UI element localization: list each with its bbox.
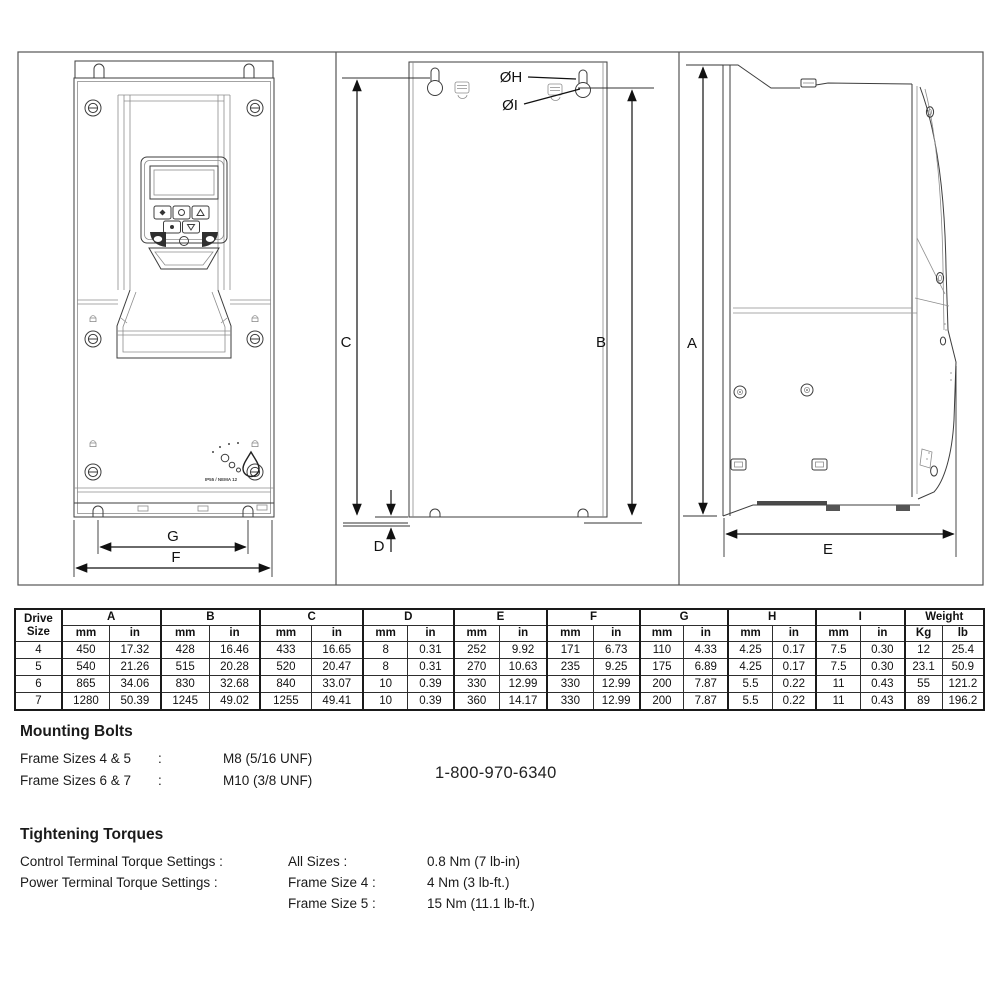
table-cell: 89	[905, 693, 943, 711]
table-cell: 0.39	[408, 676, 454, 693]
group-header: G	[640, 609, 729, 626]
table-cell: 8	[363, 642, 408, 659]
dimensions-table	[14, 608, 985, 711]
table-cell: 840	[260, 676, 311, 693]
table-cell: 11	[816, 693, 861, 711]
unit-header: mm	[640, 626, 684, 642]
table-cell: 4.25	[728, 659, 772, 676]
back-plate	[409, 62, 607, 517]
power-terminal-scope-2: Frame Size 5 :	[288, 896, 376, 911]
dimension-b	[578, 88, 654, 523]
table-cell: 433	[260, 642, 311, 659]
table-cell: 252	[454, 642, 500, 659]
unit-header: in	[110, 626, 161, 642]
table-cell: 7.5	[816, 659, 861, 676]
table-cell: 1245	[161, 693, 210, 711]
keypad-buttons	[154, 206, 209, 233]
unit-header: in	[772, 626, 816, 642]
table-cell: 10	[363, 676, 408, 693]
table-row	[15, 659, 984, 676]
unit-header: mm	[161, 626, 210, 642]
group-header: E	[454, 609, 548, 626]
keypad	[141, 157, 227, 247]
dimensions-table-wrap	[14, 608, 985, 711]
table-cell: 450	[62, 642, 110, 659]
table-cell: 110	[640, 642, 684, 659]
table-cell: 20.28	[209, 659, 260, 676]
table-cell: 55	[905, 676, 943, 693]
table-cell: 49.02	[209, 693, 260, 711]
ip-rating-badge	[205, 442, 259, 482]
table-cell: 10.63	[499, 659, 547, 676]
colon: :	[158, 751, 162, 766]
table-cell: 6	[15, 676, 62, 693]
table-cell: 12.99	[593, 693, 640, 711]
table-cell: 11	[816, 676, 861, 693]
table-cell: 23.1	[905, 659, 943, 676]
group-header: C	[260, 609, 363, 626]
table-cell: 49.41	[311, 693, 363, 711]
front-view	[74, 61, 274, 577]
power-terminal-value-2: 15 Nm (11.1 lb-ft.)	[427, 896, 535, 911]
table-cell: 7.5	[816, 642, 861, 659]
group-header: B	[161, 609, 261, 626]
table-cell: 520	[260, 659, 311, 676]
table-cell: 515	[161, 659, 210, 676]
table-cell: 200	[640, 676, 684, 693]
table-cell: 0.30	[861, 642, 905, 659]
unit-header: in	[209, 626, 260, 642]
table-cell: 0.43	[861, 676, 905, 693]
frame-sizes-6-7-label: Frame Sizes 6 & 7	[20, 773, 132, 788]
side-view	[683, 65, 956, 558]
table-cell: 20.47	[311, 659, 363, 676]
mounting-flange	[75, 61, 273, 78]
corner-header-drive-size: Drive Size	[15, 609, 62, 642]
dimension-e	[724, 366, 956, 558]
frame-sizes-6-7-value: M10 (3/8 UNF)	[223, 773, 313, 788]
group-header: H	[728, 609, 816, 626]
control-terminal-value: 0.8 Nm (7 lb-in)	[427, 854, 521, 869]
group-header: F	[547, 609, 640, 626]
frame-sizes-4-5-label: Frame Sizes 4 & 5	[20, 751, 132, 766]
mounting-plate-view	[341, 62, 654, 555]
unit-header: mm	[547, 626, 593, 642]
table-cell: 540	[62, 659, 110, 676]
table-cell: 12.99	[593, 676, 640, 693]
unit-header: lb	[942, 626, 984, 642]
unit-header: mm	[816, 626, 861, 642]
unit-header: mm	[454, 626, 500, 642]
dim-label-dia-h: ØH	[499, 69, 523, 86]
dim-label-c: C	[340, 334, 352, 351]
table-cell: 0.22	[772, 676, 816, 693]
table-cell: 12	[905, 642, 943, 659]
table-cell: 14.17	[499, 693, 547, 711]
table-cell: 0.31	[408, 642, 454, 659]
table-cell: 0.31	[408, 659, 454, 676]
dimension-dia-h	[500, 69, 576, 86]
enclosure-body	[74, 78, 274, 517]
ok-circle-icon	[179, 210, 185, 216]
table-cell: 330	[454, 676, 500, 693]
unit-header: mm	[363, 626, 408, 642]
table-cell: 4.25	[728, 642, 772, 659]
table-cell: 175	[640, 659, 684, 676]
dim-label-g: G	[167, 528, 179, 545]
table-cell: 1280	[62, 693, 110, 711]
cover-collar	[77, 290, 271, 358]
table-cell: 6.73	[593, 642, 640, 659]
unit-header: mm	[728, 626, 772, 642]
table-cell: 0.17	[772, 642, 816, 659]
table-cell: 21.26	[110, 659, 161, 676]
table-cell: 171	[547, 642, 593, 659]
table-cell: 0.17	[772, 659, 816, 676]
side-panel-fasteners	[731, 384, 827, 470]
down-arrow-icon	[188, 225, 195, 231]
table-cell: 9.25	[593, 659, 640, 676]
table-cell: 16.65	[311, 642, 363, 659]
table-cell: 9.92	[499, 642, 547, 659]
table-cell: 360	[454, 693, 500, 711]
table-cell: 200	[640, 693, 684, 711]
table-cell: 5.5	[728, 676, 772, 693]
dim-label-dia-i: ØI	[502, 97, 518, 114]
table-row	[15, 642, 984, 659]
table-cell: 50.39	[110, 693, 161, 711]
phone-number: 1-800-970-6340	[435, 764, 557, 782]
table-cell: 330	[547, 676, 593, 693]
foot	[826, 505, 840, 511]
unit-header: in	[311, 626, 363, 642]
table-row	[15, 693, 984, 711]
foot	[896, 505, 910, 511]
group-header: Weight	[905, 609, 985, 626]
table-cell: 7.87	[684, 693, 729, 711]
dimension-dia-i	[502, 89, 580, 114]
keypad-display	[150, 166, 218, 199]
dimension-d	[343, 490, 410, 555]
ip-rating-label: IP55 / NEMA 12	[204, 477, 238, 482]
table-cell: 8	[363, 659, 408, 676]
group-header: D	[363, 609, 454, 626]
group-header: A	[62, 609, 161, 626]
front-cover-profile	[915, 87, 956, 499]
dim-label-f: F	[171, 549, 181, 566]
table-cell: 0.39	[408, 693, 454, 711]
control-terminal-scope: All Sizes :	[288, 854, 348, 869]
table-cell: 7	[15, 693, 62, 711]
table-cell: 830	[161, 676, 210, 693]
table-cell: 5.5	[728, 693, 772, 711]
colon: :	[158, 773, 162, 788]
table-cell: 32.68	[209, 676, 260, 693]
table-cell: 33.07	[311, 676, 363, 693]
table-cell: 12.99	[499, 676, 547, 693]
table-cell: 4.33	[684, 642, 729, 659]
table-cell: 865	[62, 676, 110, 693]
table-cell: 4	[15, 642, 62, 659]
table-cell: 7.87	[684, 676, 729, 693]
table-cell: 196.2	[942, 693, 984, 711]
table-cell: 6.89	[684, 659, 729, 676]
table-cell: 121.2	[942, 676, 984, 693]
unit-header: in	[861, 626, 905, 642]
power-terminal-scope-1: Frame Size 4 :	[288, 875, 376, 890]
dim-label-b: B	[595, 334, 607, 351]
dimension-a	[683, 65, 731, 516]
nav-diamond-icon	[160, 210, 166, 216]
cover-rails	[118, 95, 230, 290]
power-terminal-label: Power Terminal Torque Settings :	[20, 875, 218, 890]
table-cell: 17.32	[110, 642, 161, 659]
group-header: I	[816, 609, 905, 626]
unit-header: in	[593, 626, 640, 642]
table-cell: 235	[547, 659, 593, 676]
table-cell: 428	[161, 642, 210, 659]
table-cell: 5	[15, 659, 62, 676]
unit-header: in	[684, 626, 729, 642]
table-cell: 25.4	[942, 642, 984, 659]
dim-label-a: A	[686, 335, 698, 352]
dim-label-d: D	[373, 538, 385, 555]
tightening-torques-heading: Tightening Torques	[20, 826, 164, 843]
mounting-bolts-heading: Mounting Bolts	[20, 723, 133, 740]
unit-header: mm	[62, 626, 110, 642]
up-arrow-icon	[197, 210, 204, 216]
table-cell: 50.9	[942, 659, 984, 676]
table-cell: 10	[363, 693, 408, 711]
table-cell: 330	[547, 693, 593, 711]
dimension-c	[341, 78, 430, 523]
table-cell: 0.22	[772, 693, 816, 711]
unit-header: Kg	[905, 626, 943, 642]
power-terminal-value-1: 4 Nm (3 lb-ft.)	[427, 875, 510, 890]
bottom-notches	[430, 509, 588, 517]
gland-plate	[93, 505, 267, 517]
table-row	[15, 676, 984, 693]
table-cell: 0.30	[861, 659, 905, 676]
back-plate-edge	[723, 65, 730, 516]
table-cell: 270	[454, 659, 500, 676]
table-cell: 0.43	[861, 693, 905, 711]
bottom-vent	[757, 501, 827, 505]
unit-header: in	[499, 626, 547, 642]
unit-header: mm	[260, 626, 311, 642]
frame-sizes-4-5-value: M8 (5/16 UNF)	[223, 751, 313, 766]
table-cell: 16.46	[209, 642, 260, 659]
table-cell: 1255	[260, 693, 311, 711]
stop-dot-icon	[170, 225, 174, 229]
unit-header: in	[408, 626, 454, 642]
dim-label-e: E	[822, 541, 834, 558]
control-terminal-label: Control Terminal Torque Settings :	[20, 854, 223, 869]
table-cell: 34.06	[110, 676, 161, 693]
